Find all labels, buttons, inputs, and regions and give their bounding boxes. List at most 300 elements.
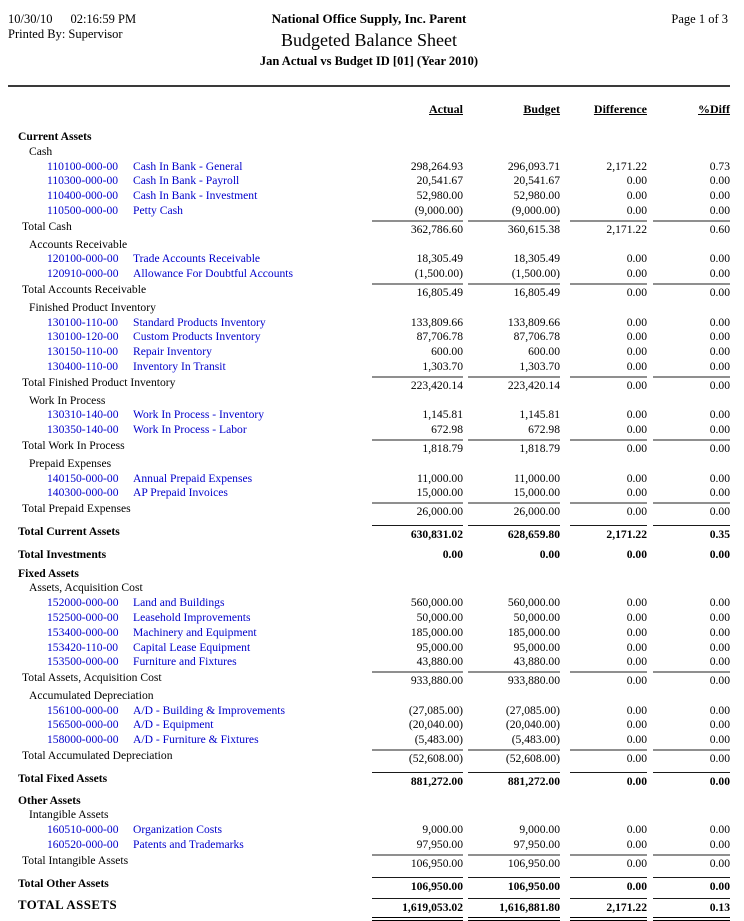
value-actual bbox=[372, 794, 463, 809]
value-budget: 18,305.49 bbox=[513, 252, 560, 266]
report-row bbox=[8, 376, 730, 394]
value-actual bbox=[372, 145, 463, 160]
value-difference: 2,171.22 bbox=[606, 159, 647, 173]
value-pctdiff: 0.00 bbox=[709, 203, 730, 217]
value-pctdiff bbox=[653, 689, 730, 704]
row-label-area bbox=[8, 376, 372, 394]
report-row bbox=[8, 174, 730, 189]
value-budget bbox=[468, 794, 560, 809]
report-row bbox=[8, 394, 730, 409]
row-label: TOTAL ASSETS bbox=[18, 898, 118, 913]
report-row bbox=[8, 567, 730, 582]
value-pctdiff: 0.00 bbox=[653, 283, 730, 301]
print-datetime bbox=[8, 12, 136, 27]
report-row bbox=[8, 330, 730, 345]
value-actual: (1,500.00) bbox=[414, 267, 463, 281]
value-pctdiff: 0.00 bbox=[709, 640, 730, 654]
value-difference: 2,171.22 bbox=[570, 220, 647, 238]
value-difference: 0.00 bbox=[626, 655, 647, 669]
row-label-area bbox=[8, 525, 372, 543]
value-pctdiff: 0.00 bbox=[653, 376, 730, 394]
account-name-link[interactable]: Organization Costs bbox=[133, 823, 222, 837]
report-row bbox=[8, 733, 730, 748]
value-pctdiff: 0.00 bbox=[709, 838, 730, 852]
row-label: Total Current Assets bbox=[18, 524, 120, 538]
value-budget: (1,500.00) bbox=[511, 267, 560, 281]
row-label-area bbox=[8, 626, 372, 641]
value-pctdiff: 0.00 bbox=[653, 772, 730, 790]
value-difference bbox=[570, 689, 647, 704]
row-label-area bbox=[8, 641, 372, 656]
row-label: Intangible Assets bbox=[29, 808, 109, 822]
value-budget: 43,880.00 bbox=[513, 655, 560, 669]
account-code-link[interactable]: 130350-140-00 bbox=[47, 423, 119, 437]
row-label-area bbox=[8, 472, 372, 487]
account-code-link[interactable]: 130100-110-00 bbox=[47, 315, 119, 329]
report-row bbox=[8, 854, 730, 872]
value-difference: 0.00 bbox=[570, 749, 647, 767]
value-budget: 106,950.00 bbox=[468, 854, 560, 872]
report-row bbox=[8, 189, 730, 204]
value-actual bbox=[372, 457, 463, 472]
value-difference: 0.00 bbox=[626, 174, 647, 188]
row-label: Total Cash bbox=[22, 219, 72, 233]
account-code-link[interactable]: 153400-000-00 bbox=[47, 625, 119, 639]
account-name-link[interactable]: Patents and Trademarks bbox=[133, 838, 244, 852]
value-budget: 50,000.00 bbox=[513, 610, 560, 624]
value-difference: 0.00 bbox=[626, 486, 647, 500]
column-header-difference: Difference bbox=[593, 102, 647, 116]
value-pctdiff: 0.00 bbox=[709, 330, 730, 344]
value-difference: 0.00 bbox=[626, 471, 647, 485]
report-row bbox=[8, 457, 730, 472]
value-difference: 0.00 bbox=[626, 596, 647, 610]
company-name: National Office Supply, Inc. Parent bbox=[271, 11, 467, 26]
value-actual: 1,818.79 bbox=[372, 439, 463, 457]
row-label: Total Work In Process bbox=[22, 438, 125, 452]
row-label: Current Assets bbox=[18, 130, 92, 143]
value-budget: 1,818.79 bbox=[468, 439, 560, 457]
value-difference: 0.00 bbox=[626, 718, 647, 732]
value-budget: 628,659.80 bbox=[468, 525, 560, 543]
value-difference: 0.00 bbox=[626, 610, 647, 624]
value-budget bbox=[468, 457, 560, 472]
value-actual: 133,809.66 bbox=[410, 315, 463, 329]
value-difference bbox=[570, 394, 647, 409]
account-name-link[interactable]: Custom Products Inventory bbox=[133, 330, 261, 344]
value-actual bbox=[372, 394, 463, 409]
report-row bbox=[8, 238, 730, 253]
value-budget: 52,980.00 bbox=[513, 189, 560, 203]
value-budget: (9,000.00) bbox=[511, 203, 560, 217]
account-name-link[interactable]: Land and Buildings bbox=[133, 596, 225, 610]
value-difference: 0.00 bbox=[626, 189, 647, 203]
report-row bbox=[8, 360, 730, 375]
value-pctdiff: 0.00 bbox=[709, 423, 730, 437]
page-number: Page 1 of 3 bbox=[671, 12, 728, 26]
row-label-area bbox=[8, 772, 372, 790]
row-label-area bbox=[8, 252, 372, 267]
account-code-link[interactable]: 153500-000-00 bbox=[47, 655, 119, 669]
account-code-link[interactable]: 110500-000-00 bbox=[47, 203, 119, 217]
row-label-area bbox=[8, 794, 372, 809]
value-difference bbox=[570, 567, 647, 582]
report-subtitle: Jan Actual vs Budget ID [01] (Year 2010) bbox=[259, 54, 479, 68]
account-code-link[interactable]: 160520-000-00 bbox=[47, 838, 119, 852]
value-budget: 87,706.78 bbox=[513, 330, 560, 344]
report-row bbox=[8, 301, 730, 316]
value-actual bbox=[372, 581, 463, 596]
value-actual: 43,880.00 bbox=[416, 655, 463, 669]
account-name-link[interactable]: AP Prepaid Invoices bbox=[133, 486, 228, 500]
account-name-link[interactable]: A/D - Furniture & Fixtures bbox=[133, 733, 259, 747]
value-budget: 1,616,881.80 bbox=[468, 898, 560, 921]
value-difference: 0.00 bbox=[626, 547, 647, 561]
value-actual: 16,805.49 bbox=[372, 283, 463, 301]
report-row bbox=[8, 316, 730, 331]
value-difference bbox=[570, 808, 647, 823]
report-row bbox=[8, 581, 730, 596]
value-actual bbox=[372, 808, 463, 823]
row-label: Accounts Receivable bbox=[29, 237, 128, 251]
row-label: Total Fixed Assets bbox=[18, 771, 108, 785]
account-code-link[interactable]: 130310-140-00 bbox=[47, 408, 119, 422]
column-header-actual: Actual bbox=[429, 102, 463, 116]
report-row bbox=[8, 704, 730, 719]
value-budget bbox=[468, 689, 560, 704]
value-budget: (5,483.00) bbox=[511, 733, 560, 747]
report-row bbox=[8, 655, 730, 670]
value-difference: 0.00 bbox=[570, 877, 647, 895]
row-label-area bbox=[8, 486, 372, 501]
value-actual: 881,272.00 bbox=[372, 772, 463, 790]
report-body bbox=[8, 130, 730, 921]
account-code-link[interactable]: 156100-000-00 bbox=[47, 703, 119, 717]
account-code-link[interactable]: 110100-000-00 bbox=[47, 159, 119, 173]
value-actual: 600.00 bbox=[431, 345, 463, 359]
value-difference: 0.00 bbox=[626, 315, 647, 329]
value-pctdiff: 0.00 bbox=[709, 655, 730, 669]
value-pctdiff: 0.00 bbox=[709, 174, 730, 188]
account-name-link[interactable]: Work In Process - Labor bbox=[133, 423, 247, 437]
value-pctdiff: 0.13 bbox=[653, 898, 730, 921]
account-code-link[interactable]: 110400-000-00 bbox=[47, 189, 119, 203]
value-actual: 223,420.14 bbox=[372, 376, 463, 394]
value-budget: 16,805.49 bbox=[468, 283, 560, 301]
value-difference: 0.00 bbox=[570, 772, 647, 790]
account-name-link[interactable]: Inventory In Transit bbox=[133, 359, 226, 373]
account-name-link[interactable]: Petty Cash bbox=[133, 203, 183, 217]
value-actual: (27,085.00) bbox=[408, 703, 463, 717]
report-row bbox=[8, 160, 730, 175]
value-pctdiff: 0.73 bbox=[709, 159, 730, 173]
row-label: Total Investments bbox=[18, 547, 107, 561]
report-row bbox=[8, 596, 730, 611]
value-pctdiff: 0.00 bbox=[709, 315, 730, 329]
row-label-area bbox=[8, 145, 372, 160]
row-label-area bbox=[8, 316, 372, 331]
value-budget: (27,085.00) bbox=[505, 703, 560, 717]
value-difference: 0.00 bbox=[626, 359, 647, 373]
value-budget bbox=[468, 238, 560, 253]
account-code-link[interactable]: 130400-110-00 bbox=[47, 359, 119, 373]
value-actual: 672.98 bbox=[431, 423, 463, 437]
value-difference: 0.00 bbox=[626, 203, 647, 217]
value-actual bbox=[372, 130, 463, 145]
value-actual: 630,831.02 bbox=[372, 525, 463, 543]
row-label: Total Accumulated Depreciation bbox=[22, 749, 173, 763]
account-code-link[interactable]: 160510-000-00 bbox=[47, 823, 119, 837]
value-difference: 2,171.22 bbox=[570, 898, 647, 921]
value-pctdiff bbox=[653, 457, 730, 472]
value-pctdiff bbox=[653, 567, 730, 582]
report-row bbox=[8, 641, 730, 656]
account-name-link[interactable]: Cash In Bank - General bbox=[133, 159, 243, 173]
row-label-area bbox=[8, 267, 372, 282]
value-actual: 52,980.00 bbox=[416, 189, 463, 203]
report-row bbox=[8, 671, 730, 689]
value-pctdiff: 0.00 bbox=[709, 359, 730, 373]
value-pctdiff bbox=[653, 145, 730, 160]
value-budget: (52,608.00) bbox=[468, 749, 560, 767]
row-label-area bbox=[8, 671, 372, 689]
account-code-link[interactable]: 152000-000-00 bbox=[47, 596, 119, 610]
value-difference: 0.00 bbox=[570, 376, 647, 394]
row-label-area bbox=[8, 808, 372, 823]
row-label-area bbox=[8, 360, 372, 375]
value-difference bbox=[570, 457, 647, 472]
row-label-area bbox=[8, 502, 372, 520]
report-row bbox=[8, 548, 730, 563]
value-budget bbox=[468, 130, 560, 145]
account-name-link[interactable]: Repair Inventory bbox=[133, 345, 212, 359]
value-budget: 1,145.81 bbox=[519, 408, 560, 422]
account-name-link[interactable]: Cash In Bank - Payroll bbox=[133, 174, 240, 188]
value-budget: 11,000.00 bbox=[514, 471, 560, 485]
account-code-link[interactable]: 120100-000-00 bbox=[47, 252, 119, 266]
account-name-link[interactable]: Capital Lease Equipment bbox=[133, 640, 251, 654]
report-row bbox=[8, 611, 730, 626]
value-budget: 296,093.71 bbox=[507, 159, 560, 173]
value-pctdiff bbox=[653, 394, 730, 409]
row-label-area bbox=[8, 345, 372, 360]
account-name-link[interactable]: Trade Accounts Receivable bbox=[133, 252, 261, 266]
value-budget: 0.00 bbox=[539, 547, 560, 561]
value-difference bbox=[570, 145, 647, 160]
report-row bbox=[8, 838, 730, 853]
value-difference: 0.00 bbox=[626, 838, 647, 852]
account-code-link[interactable]: 156500-000-00 bbox=[47, 718, 119, 732]
value-actual: 26,000.00 bbox=[372, 502, 463, 520]
row-label: Other Assets bbox=[18, 793, 81, 807]
row-label-area bbox=[8, 838, 372, 853]
value-pctdiff: 0.00 bbox=[709, 703, 730, 717]
account-code-link[interactable]: 130100-120-00 bbox=[47, 330, 119, 344]
account-name-link[interactable]: Allowance For Doubtful Accounts bbox=[133, 267, 294, 281]
row-label-area bbox=[8, 548, 372, 563]
row-label-area bbox=[8, 581, 372, 596]
value-pctdiff: 0.00 bbox=[709, 267, 730, 281]
value-budget: 672.98 bbox=[528, 423, 560, 437]
value-difference: 0.00 bbox=[626, 625, 647, 639]
account-code-link[interactable]: 120910-000-00 bbox=[47, 267, 119, 281]
row-label-area bbox=[8, 823, 372, 838]
column-header-spacer bbox=[8, 102, 372, 117]
value-budget: 15,000.00 bbox=[513, 486, 560, 500]
value-pctdiff: 0.00 bbox=[653, 671, 730, 689]
row-label-area bbox=[8, 704, 372, 719]
account-code-link[interactable]: 140300-000-00 bbox=[47, 486, 119, 500]
account-name-link[interactable]: Annual Prepaid Expenses bbox=[133, 471, 253, 485]
report-row bbox=[8, 345, 730, 360]
value-difference: 0.00 bbox=[626, 823, 647, 837]
value-difference bbox=[570, 794, 647, 809]
value-actual: 97,950.00 bbox=[416, 838, 463, 852]
value-budget bbox=[468, 567, 560, 582]
value-difference: 0.00 bbox=[626, 640, 647, 654]
value-difference bbox=[570, 130, 647, 145]
value-difference: 0.00 bbox=[570, 854, 647, 872]
value-actual: 1,303.70 bbox=[422, 359, 463, 373]
value-budget: 185,000.00 bbox=[507, 625, 560, 639]
row-label: Finished Product Inventory bbox=[29, 300, 156, 314]
value-difference: 0.00 bbox=[626, 345, 647, 359]
value-difference: 0.00 bbox=[626, 733, 647, 747]
value-actual: 95,000.00 bbox=[416, 640, 463, 654]
value-pctdiff bbox=[653, 581, 730, 596]
value-pctdiff: 0.00 bbox=[709, 486, 730, 500]
value-actual: (5,483.00) bbox=[414, 733, 463, 747]
report-row bbox=[8, 772, 730, 790]
report-row bbox=[8, 525, 730, 543]
value-actual: (52,608.00) bbox=[372, 749, 463, 767]
report-row bbox=[8, 267, 730, 282]
value-pctdiff: 0.00 bbox=[653, 854, 730, 872]
value-budget: 881,272.00 bbox=[468, 772, 560, 790]
value-difference: 0.00 bbox=[626, 703, 647, 717]
row-label-area bbox=[8, 733, 372, 748]
account-name-link[interactable]: Cash In Bank - Investment bbox=[133, 189, 258, 203]
column-header-pctdiff: %Diff bbox=[698, 102, 730, 116]
value-budget: 20,541.67 bbox=[513, 174, 560, 188]
value-actual: 9,000.00 bbox=[422, 823, 463, 837]
account-name-link[interactable]: Leasehold Improvements bbox=[133, 610, 251, 624]
value-budget: 95,000.00 bbox=[513, 640, 560, 654]
account-code-link[interactable]: 110300-000-00 bbox=[47, 174, 119, 188]
account-name-link[interactable]: A/D - Building & Improvements bbox=[133, 703, 285, 717]
row-label-area bbox=[8, 854, 372, 872]
account-name-link[interactable]: A/D - Equipment bbox=[133, 718, 214, 732]
value-pctdiff bbox=[653, 794, 730, 809]
report-row bbox=[8, 283, 730, 301]
row-label-area bbox=[8, 689, 372, 704]
report-row bbox=[8, 718, 730, 733]
value-pctdiff: 0.00 bbox=[709, 610, 730, 624]
value-pctdiff bbox=[653, 130, 730, 145]
account-name-link[interactable]: Standard Products Inventory bbox=[133, 315, 266, 329]
print-time: 02:16:59 PM bbox=[70, 12, 137, 26]
value-pctdiff: 0.00 bbox=[709, 625, 730, 639]
report-row bbox=[8, 502, 730, 520]
value-difference: 0.00 bbox=[626, 408, 647, 422]
value-actual: 298,264.93 bbox=[410, 159, 463, 173]
row-label-area bbox=[8, 189, 372, 204]
value-difference: 0.00 bbox=[626, 423, 647, 437]
value-pctdiff: 0.00 bbox=[709, 596, 730, 610]
account-name-link[interactable]: Machinery and Equipment bbox=[133, 625, 257, 639]
value-budget: (20,040.00) bbox=[505, 718, 560, 732]
value-pctdiff: 0.00 bbox=[709, 471, 730, 485]
row-label-area bbox=[8, 439, 372, 457]
print-info bbox=[8, 12, 136, 42]
value-actual: 1,145.81 bbox=[422, 408, 463, 422]
row-label-area bbox=[8, 408, 372, 423]
row-label-area bbox=[8, 567, 372, 582]
row-label-area bbox=[8, 204, 372, 219]
value-budget: 560,000.00 bbox=[507, 596, 560, 610]
value-budget: 97,950.00 bbox=[513, 838, 560, 852]
value-budget bbox=[468, 581, 560, 596]
report-row bbox=[8, 220, 730, 238]
account-name-link[interactable]: Work In Process - Inventory bbox=[133, 408, 265, 422]
row-label: Prepaid Expenses bbox=[29, 456, 112, 470]
value-budget bbox=[468, 394, 560, 409]
row-label-area bbox=[8, 238, 372, 253]
account-code-link[interactable]: 152500-000-00 bbox=[47, 610, 119, 624]
value-pctdiff: 0.00 bbox=[709, 189, 730, 203]
row-label: Total Assets, Acquisition Cost bbox=[22, 671, 162, 685]
row-label-area bbox=[8, 301, 372, 316]
value-actual: 185,000.00 bbox=[410, 625, 463, 639]
report-row bbox=[8, 877, 730, 895]
report-row bbox=[8, 823, 730, 838]
value-pctdiff: 0.00 bbox=[653, 439, 730, 457]
row-label-area bbox=[8, 749, 372, 767]
row-label: Work In Process bbox=[29, 393, 106, 407]
value-budget: 106,950.00 bbox=[468, 877, 560, 895]
print-date: 10/30/10 bbox=[8, 12, 53, 26]
row-label: Assets, Acquisition Cost bbox=[29, 581, 143, 595]
report-row bbox=[8, 423, 730, 438]
row-label-area bbox=[8, 611, 372, 626]
row-label: Cash bbox=[29, 144, 53, 158]
row-label: Total Accounts Receivable bbox=[22, 282, 147, 296]
value-actual: (20,040.00) bbox=[408, 718, 463, 732]
value-actual: 15,000.00 bbox=[416, 486, 463, 500]
row-label-area bbox=[8, 283, 372, 301]
row-label-area bbox=[8, 174, 372, 189]
report-row bbox=[8, 486, 730, 501]
value-actual: 362,786.60 bbox=[372, 220, 463, 238]
account-name-link[interactable]: Furniture and Fixtures bbox=[133, 655, 237, 669]
value-difference: 0.00 bbox=[570, 283, 647, 301]
row-label-area bbox=[8, 423, 372, 438]
report-row bbox=[8, 472, 730, 487]
value-actual bbox=[372, 301, 463, 316]
value-difference bbox=[570, 301, 647, 316]
value-pctdiff: 0.00 bbox=[709, 733, 730, 747]
row-label-area bbox=[8, 130, 372, 145]
account-code-link[interactable]: 153420-110-00 bbox=[47, 640, 119, 654]
value-actual bbox=[372, 689, 463, 704]
value-difference: 0.00 bbox=[570, 502, 647, 520]
report-row bbox=[8, 749, 730, 767]
account-code-link[interactable]: 130150-110-00 bbox=[47, 345, 119, 359]
account-code-link[interactable]: 158000-000-00 bbox=[47, 733, 119, 747]
value-budget bbox=[468, 301, 560, 316]
value-actual bbox=[372, 567, 463, 582]
account-code-link[interactable]: 140150-000-00 bbox=[47, 471, 119, 485]
